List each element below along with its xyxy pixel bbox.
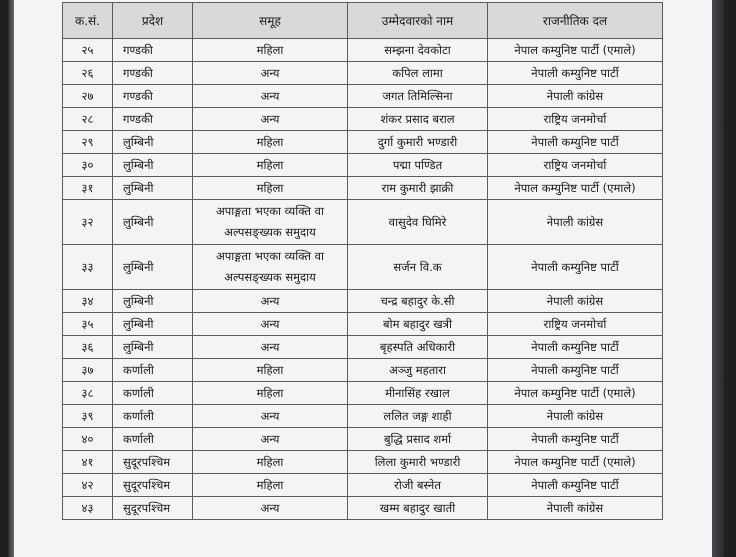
- cell-candidate-name: दुर्गा कुमारी भण्डारी: [348, 131, 488, 154]
- cell-candidate-name: मीनासिंह रखाल: [348, 382, 488, 405]
- cell-political-party: नेपाल कम्युनिष्ट पार्टी (एमाले): [488, 451, 663, 474]
- cell-candidate-name: जगत तिमिल्सिना: [348, 85, 488, 108]
- cell-candidate-name: वासुदेव घिमिरे: [348, 200, 488, 245]
- cell-group: महिला: [193, 177, 348, 200]
- cell-candidate-name: लिला कुमारी भण्डारी: [348, 451, 488, 474]
- table-row: [63, 108, 663, 131]
- header-candidate: उम्मेदवारको नाम: [348, 3, 488, 39]
- cell-group: अन्य: [193, 336, 348, 359]
- cell-serial-number: २८: [63, 108, 113, 131]
- cell-candidate-name: बोम बहादुर खत्री: [348, 313, 488, 336]
- candidate-table: [62, 2, 663, 520]
- cell-serial-number: ४०: [63, 428, 113, 451]
- cell-group: अपाङ्गता भएका व्यक्ति वा अल्पसङ्ख्यक समुदाय: [193, 200, 348, 245]
- cell-province: कर्णाली: [113, 359, 193, 382]
- cell-province: लुम्बिनी: [113, 336, 193, 359]
- cell-serial-number: ३२: [63, 200, 113, 245]
- cell-serial-number: ३४: [63, 290, 113, 313]
- table-body: [63, 39, 663, 520]
- table-row: [63, 336, 663, 359]
- cell-political-party: नेपाली कांग्रेस: [488, 405, 663, 428]
- cell-group: अन्य: [193, 405, 348, 428]
- cell-serial-number: ३०: [63, 154, 113, 177]
- cell-province: गण्डकी: [113, 62, 193, 85]
- cell-group: अन्य: [193, 108, 348, 131]
- table-row: [63, 474, 663, 497]
- table-row: [63, 39, 663, 62]
- cell-serial-number: २९: [63, 131, 113, 154]
- cell-province: गण्डकी: [113, 85, 193, 108]
- cell-political-party: राष्ट्रिय जनमोर्चा: [488, 313, 663, 336]
- cell-province: सुदूरपश्चिम: [113, 451, 193, 474]
- table-row: [63, 245, 663, 290]
- cell-province: लुम्बिनी: [113, 177, 193, 200]
- cell-serial-number: ३७: [63, 359, 113, 382]
- header-province: प्रदेश: [113, 3, 193, 39]
- cell-political-party: नेपाल कम्युनिष्ट पार्टी (एमाले): [488, 177, 663, 200]
- cell-province: सुदूरपश्चिम: [113, 497, 193, 520]
- cell-province: कर्णाली: [113, 405, 193, 428]
- cell-group: अन्य: [193, 85, 348, 108]
- cell-candidate-name: सम्झना देवकोटा: [348, 39, 488, 62]
- cell-province: लुम्बिनी: [113, 313, 193, 336]
- cell-serial-number: ४३: [63, 497, 113, 520]
- table-row: [63, 200, 663, 245]
- header-party: राजनीतिक दल: [488, 3, 663, 39]
- cell-political-party: नेपाली कम्युनिष्ट पार्टी: [488, 131, 663, 154]
- cell-political-party: नेपाली कांग्रेस: [488, 200, 663, 245]
- cell-group: अपाङ्गता भएका व्यक्ति वा अल्पसङ्ख्यक समुदाय: [193, 245, 348, 290]
- table-row: [63, 85, 663, 108]
- cell-province: कर्णाली: [113, 428, 193, 451]
- cell-serial-number: २६: [63, 62, 113, 85]
- cell-province: लुम्बिनी: [113, 245, 193, 290]
- cell-province: गण्डकी: [113, 108, 193, 131]
- table-row: [63, 290, 663, 313]
- cell-candidate-name: कपिल लामा: [348, 62, 488, 85]
- cell-political-party: नेपाली कम्युनिष्ट पार्टी: [488, 359, 663, 382]
- cell-candidate-name: खम्म बहादुर खाती: [348, 497, 488, 520]
- cell-province: कर्णाली: [113, 382, 193, 405]
- cell-political-party: राष्ट्रिय जनमोर्चा: [488, 154, 663, 177]
- cell-political-party: नेपाली कम्युनिष्ट पार्टी: [488, 336, 663, 359]
- cell-group: महिला: [193, 39, 348, 62]
- table-row: [63, 154, 663, 177]
- cell-political-party: नेपाली कम्युनिष्ट पार्टी: [488, 474, 663, 497]
- cell-group: महिला: [193, 154, 348, 177]
- cell-group: महिला: [193, 382, 348, 405]
- cell-group: महिला: [193, 451, 348, 474]
- cell-political-party: नेपाली कांग्रेस: [488, 290, 663, 313]
- cell-serial-number: ३८: [63, 382, 113, 405]
- header-sn: क.सं.: [63, 3, 113, 39]
- cell-group: महिला: [193, 474, 348, 497]
- page-left-edge: [8, 0, 14, 557]
- cell-candidate-name: सर्जन वि.क: [348, 245, 488, 290]
- table-row: [63, 131, 663, 154]
- cell-candidate-name: ललित जङ्ग शाही: [348, 405, 488, 428]
- cell-candidate-name: चन्द्र बहादुर के.सी: [348, 290, 488, 313]
- cell-political-party: नेपाली कांग्रेस: [488, 497, 663, 520]
- table-row: [63, 177, 663, 200]
- cell-serial-number: २५: [63, 39, 113, 62]
- cell-group: अन्य: [193, 428, 348, 451]
- cell-serial-number: ४१: [63, 451, 113, 474]
- cell-serial-number: ३९: [63, 405, 113, 428]
- cell-political-party: नेपाली कम्युनिष्ट पार्टी: [488, 428, 663, 451]
- cell-group: अन्य: [193, 62, 348, 85]
- cell-political-party: नेपाल कम्युनिष्ट पार्टी (एमाले): [488, 39, 663, 62]
- table-row: [63, 451, 663, 474]
- cell-group: महिला: [193, 131, 348, 154]
- cell-candidate-name: पद्मा पण्डित: [348, 154, 488, 177]
- cell-political-party: नेपाली कम्युनिष्ट पार्टी: [488, 62, 663, 85]
- cell-serial-number: ३३: [63, 245, 113, 290]
- cell-group: अन्य: [193, 290, 348, 313]
- cell-candidate-name: राम कुमारी झाक्री: [348, 177, 488, 200]
- cell-serial-number: २७: [63, 85, 113, 108]
- cell-province: लुम्बिनी: [113, 290, 193, 313]
- table-row: [63, 62, 663, 85]
- cell-serial-number: ३५: [63, 313, 113, 336]
- table-header: [63, 3, 663, 39]
- cell-candidate-name: रोजी बस्नेत: [348, 474, 488, 497]
- cell-province: सुदूरपश्चिम: [113, 474, 193, 497]
- cell-candidate-name: शंकर प्रसाद बराल: [348, 108, 488, 131]
- cell-group: महिला: [193, 359, 348, 382]
- cell-candidate-name: बुद्धि प्रसाद शर्मा: [348, 428, 488, 451]
- cell-political-party: राष्ट्रिय जनमोर्चा: [488, 108, 663, 131]
- cell-province: लुम्बिनी: [113, 154, 193, 177]
- cell-province: गण्डकी: [113, 39, 193, 62]
- table-row: [63, 405, 663, 428]
- cell-group: अन्य: [193, 313, 348, 336]
- cell-political-party: नेपाली कांग्रेस: [488, 85, 663, 108]
- header-group: समूह: [193, 3, 348, 39]
- header-row: [63, 3, 663, 39]
- table-row: [63, 382, 663, 405]
- cell-political-party: नेपाल कम्युनिष्ट पार्टी (एमाले): [488, 382, 663, 405]
- cell-serial-number: ३६: [63, 336, 113, 359]
- cell-province: लुम्बिनी: [113, 131, 193, 154]
- document-page: [8, 0, 724, 557]
- cell-candidate-name: बृहस्पति अधिकारी: [348, 336, 488, 359]
- table-row: [63, 497, 663, 520]
- cell-serial-number: ३१: [63, 177, 113, 200]
- table-row: [63, 359, 663, 382]
- table-row: [63, 313, 663, 336]
- table-row: [63, 428, 663, 451]
- cell-candidate-name: अञ्जु महतारा: [348, 359, 488, 382]
- page-right-edge: [712, 0, 724, 557]
- cell-political-party: नेपाली कम्युनिष्ट पार्टी: [488, 245, 663, 290]
- cell-group: अन्य: [193, 497, 348, 520]
- cell-province: लुम्बिनी: [113, 200, 193, 245]
- cell-serial-number: ४२: [63, 474, 113, 497]
